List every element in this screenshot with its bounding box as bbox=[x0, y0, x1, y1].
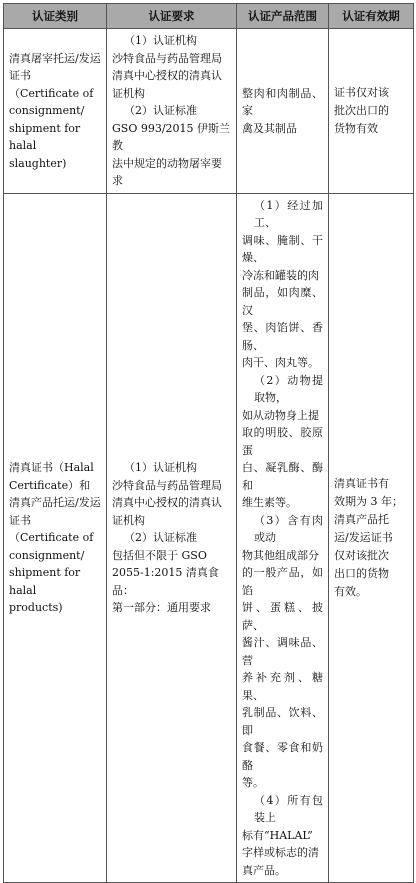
cell-line: 效期为 3 年； bbox=[334, 494, 403, 508]
cell-line: GSO 993/2015 伊斯兰教 bbox=[112, 121, 231, 152]
cell-validity bbox=[329, 193, 414, 883]
cell-line: 法中规定的动物屠宰要 bbox=[112, 156, 222, 170]
cell-line: （3）含有肉或动 bbox=[254, 513, 323, 544]
cell-line: 沙特食品与药品管理局 bbox=[112, 51, 222, 65]
cell-line: （1）认证机构 bbox=[124, 461, 197, 474]
cell-line: （1）经过加工、 bbox=[254, 198, 323, 229]
certification-table bbox=[3, 3, 414, 883]
cell-line: Certificate）和 bbox=[9, 478, 91, 492]
cell-line: 求 bbox=[112, 174, 123, 187]
cell-line: 沙特食品与药品管理局 bbox=[112, 478, 222, 492]
cell-line: 的一般产品，如馅 bbox=[242, 566, 323, 597]
cell-category bbox=[4, 193, 107, 883]
cell-line: 清真证书（Halal bbox=[9, 461, 94, 474]
cell-requirements bbox=[107, 29, 237, 194]
cell-line: 2055-1:2015 清真食品： bbox=[112, 566, 219, 597]
cell-line: 禽及其制品 bbox=[242, 121, 297, 135]
cell-line: 货物有效 bbox=[334, 121, 378, 135]
cell-line: （4）所有包装上 bbox=[254, 793, 323, 824]
cell-line: shipment for halal bbox=[9, 566, 81, 597]
cell-line: 第一部分：通用要求 bbox=[112, 601, 211, 614]
cell-line: 仅对该批次 bbox=[334, 548, 389, 562]
cell-line: 清真产品托运/发运 bbox=[9, 496, 101, 509]
cell-category bbox=[4, 29, 107, 194]
cell-line: 批次出口的 bbox=[334, 103, 389, 117]
cell-scope bbox=[237, 29, 329, 194]
cell-line: （2）认证标准 bbox=[124, 531, 197, 544]
cell-line: 白、凝乳酶、酶和 bbox=[242, 461, 323, 492]
cell-line: 堡、肉馅饼、香肠、 bbox=[242, 321, 323, 352]
cell-line: 标有“HALAL” bbox=[242, 828, 313, 842]
cell-line: （2）动物提取物， bbox=[254, 373, 323, 404]
cell-line: 乳制品、饮料、即 bbox=[242, 706, 323, 737]
cell-line: 有效。 bbox=[334, 584, 367, 598]
cell-line: （2）认证标准 bbox=[124, 104, 197, 117]
cell-line: 清真中心授权的清真认 bbox=[112, 69, 222, 82]
table-row bbox=[4, 193, 414, 883]
cell-line: consignment/ bbox=[9, 548, 85, 562]
header-scope: 认证产品范围 bbox=[237, 4, 329, 29]
cell-line: 如从动物身上提 bbox=[242, 408, 319, 422]
header-row bbox=[4, 4, 414, 29]
cell-line: products) bbox=[9, 601, 63, 614]
cell-line: 整肉和肉制品、家 bbox=[242, 86, 323, 117]
cell-line: 证书（Certificate of bbox=[9, 513, 94, 544]
cell-line: 取的明胶、胶原蛋 bbox=[242, 426, 323, 457]
cell-line: slaughter) bbox=[9, 156, 67, 170]
cell-line: 包括但不限于 GSO bbox=[112, 548, 207, 562]
cell-line: 等。 bbox=[242, 776, 264, 789]
cell-line: 肉干、肉丸等。 bbox=[242, 356, 319, 369]
cell-line: 证机构 bbox=[112, 86, 145, 100]
cell-requirements bbox=[107, 193, 237, 883]
cell-line: 食餐、零食和奶酪 bbox=[242, 741, 323, 772]
cell-line: 物其他组成部分 bbox=[242, 548, 319, 562]
cell-line: 饼、蛋糕、披萨、 bbox=[242, 601, 323, 632]
cell-line: 制品，如肉糜、汉 bbox=[242, 286, 323, 317]
cell-validity bbox=[329, 29, 414, 194]
cell-line: 清真证书有 bbox=[334, 476, 389, 490]
cell-line: 出口的货物 bbox=[334, 566, 389, 580]
cell-line: 清真产品托 bbox=[334, 512, 389, 526]
cell-line: 养补充剂、糖果、 bbox=[242, 671, 323, 702]
cell-line: 清真中心授权的清真认 bbox=[112, 496, 222, 509]
cell-line: 酱汁、调味品、营 bbox=[242, 636, 323, 667]
cell-line: shipment for halal bbox=[9, 121, 81, 152]
cell-line: 证机构 bbox=[112, 513, 145, 527]
cell-line: 证书仅对该 bbox=[334, 85, 389, 99]
cell-line: 字样或标志的清 bbox=[242, 846, 319, 859]
header-category: 认证类别 bbox=[4, 4, 107, 29]
cell-line: 冷冻和罐装的肉 bbox=[242, 268, 319, 282]
table-row bbox=[4, 29, 414, 194]
cell-line: 维生素等。 bbox=[242, 496, 297, 509]
cell-line: 运/发运证书 bbox=[334, 530, 393, 544]
cell-scope bbox=[237, 193, 329, 883]
cell-line: 证书（Certificate of bbox=[9, 69, 94, 100]
cell-line: 清真屠宰托运/发运 bbox=[9, 51, 101, 65]
header-requirements: 认证要求 bbox=[107, 4, 237, 29]
cell-line: （1）认证机构 bbox=[124, 34, 197, 47]
cell-line: 调味、腌制、干燥、 bbox=[242, 233, 323, 264]
header-validity: 认证有效期 bbox=[329, 4, 414, 29]
cell-line: consignment/ bbox=[9, 104, 85, 117]
cell-line: 真产品。 bbox=[242, 863, 286, 877]
